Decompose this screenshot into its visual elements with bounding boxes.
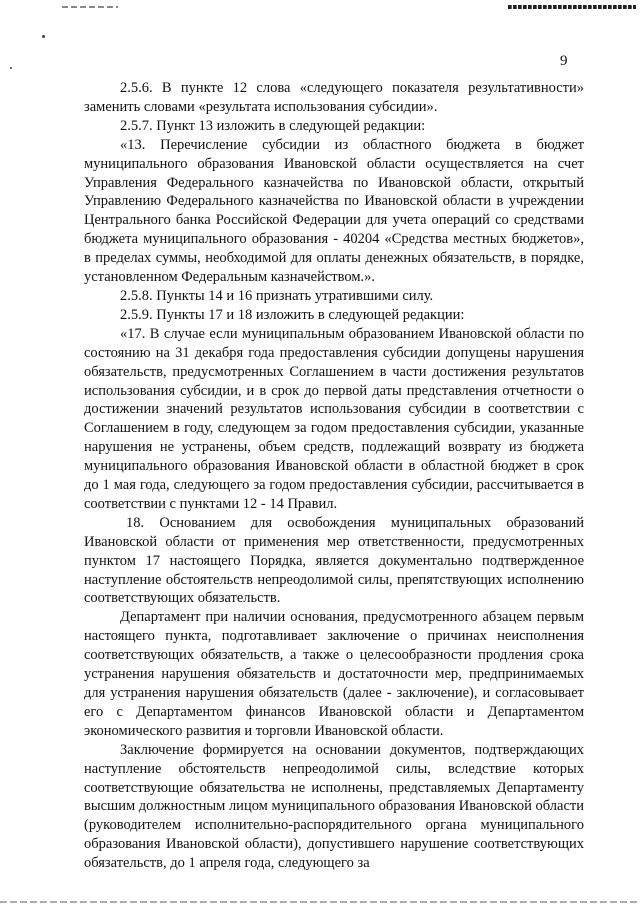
scan-speck <box>42 35 45 38</box>
scan-artifact-top-left <box>62 6 118 8</box>
document-body <box>84 79 584 873</box>
paragraph-department: Департамент при наличии основания, предусмотренного абзацем первым настоящего пункта, подготавливает заключение о причинах неисполнения соответствующих обязательств, а также о целесообразности продления срока устранения нарушения обязательств и достаточности мер, предпринимаемых для устранения нарушения обязательств (далее - заключение), и согласовывает его с Департаментом финансов Ивановской области и Департаментом экономического развития и торговли Ивановской области. <box>84 609 584 739</box>
paragraph-2-5-6: 2.5.6. В пункте 12 слова «следующего показателя результативности» заменить словами «результата использования субсидии». <box>84 80 584 115</box>
scan-speck <box>10 67 12 69</box>
paragraph-2-5-7: 2.5.7. Пункт 13 изложить в следующей редакции: <box>120 117 426 134</box>
page-number: 9 <box>560 53 568 69</box>
paragraph-item-18: 18. Основанием для освобождения муниципальных образований Ивановской области от применения мер ответственности, предусмотренных пунктом 17 настоящего Порядка, является документально подтвержденное наступление обстоятельств непреодолимой силы, препятствующих исполнению соответствующих обязательств. <box>84 514 584 607</box>
paragraph-item-17: «17. В случае если муниципальным образованием Ивановской области по состоянию на 31 декабря года предоставления субсидии допущены нарушения обязательств, предусмотренных Соглашением в части достижения результатов использования субсидии, и в срок до первой даты представления отчетности о достижении значений результатов использования субсидии в соответствии с Соглашением в году, следующем за годом предоставления субсидии, указанные нарушения не устранены, объем средств, подлежащий возврату из бюджета муниципального образования Ивановской области в областной бюджет в срок до 1 мая года, следующего за годом предоставления субсидии, рассчитывается в соответствии с пунктами 12 - 14 Правил. <box>84 325 584 512</box>
paragraph-2-5-8: 2.5.8. Пункты 14 и 16 признать утратившими силу. <box>120 287 434 304</box>
paragraph-2-5-9: 2.5.9. Пункты 17 и 18 изложить в следующей редакции: <box>120 306 465 323</box>
scan-artifact-bottom <box>0 901 640 903</box>
paragraph-item-13: «13. Перечисление субсидии из областного бюджета в бюджет муниципального образования Ивановской области осуществляется на счет Управления Федерального казначейства по Ивановской области, открытый Управлению Федерального казначейства по Ивановской области в учреждении Центрального банка Российской Федерации для учета операций со средствами бюджета муниципального образования - 40204 «Средства местных бюджетов», в пределах суммы, необходимой для оплаты денежных обязательств, в порядке, установленном Федеральным казначейством.». <box>84 136 584 286</box>
paragraph-conclusion: Заключение формируется на основании документов, подтверждающих наступление обстоятельств непреодолимой силы, вследствие которых соответствующие обязательства не исполнены, представляемых Департаменту высшим должностным лицом муниципального образования Ивановской области (руководителем исполнительно-распорядительного органа муниципального образования Ивановской области), допустившего нарушение соответствующих обязательств, до 1 апреля года, следующего за <box>84 741 584 872</box>
scan-artifact-top-right <box>508 5 636 9</box>
